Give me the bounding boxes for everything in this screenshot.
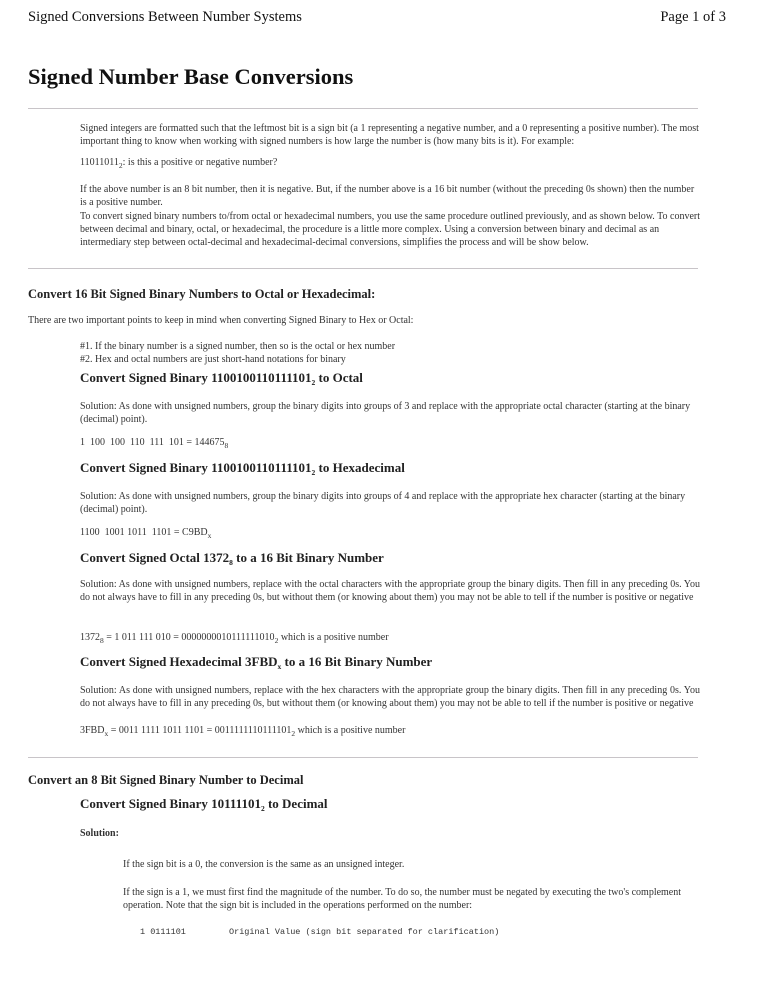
section-heading: Convert an 8 Bit Signed Binary Number to Decimal (28, 773, 304, 787)
heading-text: Convert Signed Binary 10111101 (80, 796, 261, 811)
heading-text: Convert Signed Binary 1100100110111101 (80, 370, 312, 385)
example-line (80, 156, 277, 169)
result-text: 1372 (80, 632, 100, 643)
base-subscript: 8 (224, 441, 229, 450)
solution-text: Solution: As done with unsigned numbers, replace with the octal characters with the appropriate group the binary digits. Then fill in any preceding 0s. You do not always have to fill in any preceding 0s, but without them (or knowing about them) you may not be able to tell if the number is positive or negative (80, 579, 700, 603)
base-subscript: x (104, 729, 109, 738)
result-text: 1 100 100 110 111 101 = 144675 (80, 437, 225, 448)
code-comment: Original Value (sign bit separated for clarification) (229, 927, 500, 937)
solution-label: Solution: (80, 828, 119, 839)
divider (28, 108, 698, 109)
solution-text: Solution: As done with unsigned numbers, group the binary digits into groups of 3 and replace with the appropriate octal character (starting at the binary (decimal) point). (80, 401, 691, 425)
solution-text: Solution: As done with unsigned numbers, replace with the hex characters with the appropriate group the binary digits. Then fill in any preceding 0s. You do not always have to fill in any preceding 0s, but without them (or knowing about them) you may not be able to tell if the number is positive or negative (80, 685, 700, 709)
solution-text: If the sign is a 1, we must first find the magnitude of the number. To do so, the number must be negated by executing the two's complement operation. Note that the sign bit is included in the operations performed on the number: (123, 887, 682, 911)
intro-paragraph: Signed integers are formatted such that the leftmost bit is a sign bit (a 1 representing a negative number, and a 0 representing a positive number). The most important thing to know when working with signed numbers is how large the number is (how many bits is it). For example: (80, 123, 699, 147)
example-number: 11011011 (80, 157, 119, 168)
example-heading (80, 796, 328, 812)
result-text: 3FBD (80, 725, 105, 736)
solution-text: If the sign bit is a 0, the conversion is the same as an unsigned integer. (123, 859, 405, 870)
code-value: 1 0111101 (140, 927, 186, 937)
page-number: Page 1 of 3 (660, 9, 726, 25)
result-text: which is a positive number (295, 725, 406, 736)
result-text: = 0011 1111 1011 1101 = 0011111110111101 (108, 725, 292, 736)
example-heading (80, 550, 384, 566)
base-subscript: 2 (311, 378, 316, 387)
point-item: #1. If the binary number is a signed number, then so is the octal or hex number (80, 341, 396, 352)
header-title: Signed Conversions Between Number Systems (28, 9, 302, 25)
result-line (80, 724, 405, 737)
base-subscript: 8 (100, 636, 104, 645)
base-subscript: 2 (260, 804, 265, 813)
point-item: #2. Hex and octal numbers are just short-hand notations for binary (80, 354, 346, 365)
result-text: = 1 011 111 010 = 0000000010111111010 (103, 632, 275, 643)
page-title: Signed Number Base Conversions (28, 64, 354, 89)
result-line (80, 631, 389, 644)
heading-text: to Decimal (264, 796, 328, 811)
divider (28, 757, 698, 758)
base-subscript: 2 (291, 729, 296, 738)
heading-text: to Hexadecimal (315, 460, 405, 475)
base-subscript: x (277, 662, 282, 671)
heading-text: Convert Signed Octal 1372 (80, 550, 230, 565)
heading-text: to a 16 Bit Binary Number (281, 654, 433, 669)
heading-text: Convert Signed Hexadecimal 3FBD (80, 654, 278, 669)
heading-text: Convert Signed Binary 1100100110111101 (80, 460, 312, 475)
section-heading: Convert 16 Bit Signed Binary Numbers to Octal or Hexadecimal: (28, 287, 376, 301)
heading-text: to Octal (315, 370, 363, 385)
base-subscript: 8 (229, 558, 233, 567)
result-text: which is a positive number (278, 632, 389, 643)
example-text: : is this a positive or negative number? (122, 157, 278, 168)
solution-text: Solution: As done with unsigned numbers, group the binary digits into groups of 4 and replace with the appropriate hex character (starting at the binary (decimal) point). (80, 491, 686, 515)
base-subscript: 2 (311, 468, 316, 477)
result-text: 1100 1001 1011 1101 = C9BD (80, 527, 208, 538)
result-line (80, 526, 211, 539)
intro-paragraph: To convert signed binary numbers to/from octal or hexadecimal numbers, you use the same procedure outlined previously, and as shown below. To convert between decimal and binary, octal, or hexadecimal, the procedure is a little more complex. Using a conversion between binary and decimal as an intermediary step between octal-decimal and hexadecimal-decimal conversions, simplifies the process and will be show below. (80, 211, 701, 248)
base-subscript: 2 (274, 636, 279, 645)
example-heading (80, 654, 432, 670)
divider (28, 268, 698, 269)
example-heading (80, 370, 363, 386)
result-line (80, 436, 228, 449)
section-lead: There are two important points to keep in mind when converting Signed Binary to Hex or Octal: (28, 315, 414, 326)
example-heading (80, 460, 405, 476)
base-subscript: 2 (118, 161, 123, 170)
base-subscript: x (207, 531, 212, 540)
intro-paragraph: If the above number is an 8 bit number, then it is negative. But, if the number above is a 16 bit number (without the preceding 0s shown) then the number is a positive number. (80, 184, 695, 208)
heading-text: to a 16 Bit Binary Number (232, 550, 384, 565)
